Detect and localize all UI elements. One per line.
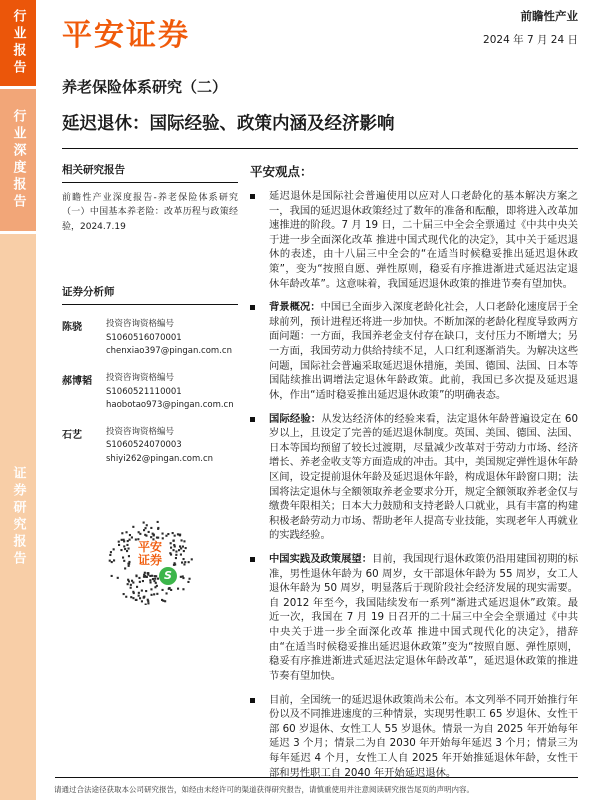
- analyst-name: 陈骁: [62, 322, 82, 334]
- analysts-heading: 证券分析师: [62, 284, 238, 305]
- qr-label-line1: 平安: [137, 539, 162, 554]
- viewpoint-item: [250, 552, 578, 683]
- analyst-cert-label: 投资咨询资格编号: [106, 426, 175, 437]
- related-reports-heading: 相关研究报告: [62, 162, 238, 183]
- viewpoint-item: [250, 300, 578, 402]
- analyst-details: [106, 318, 232, 359]
- viewpoint-lead: 国际经验：: [269, 412, 322, 425]
- viewpoint-body: 目前，我国现行退休政策仍沿用建国初期的标准，男性退休年龄为 60 周岁，女干部退休年龄为 55 周岁，女工人退休年龄为 50 周岁，明显落后于现阶段社会经济发展的现实需要。自 2012 年至今，我国陆续发布一系列“渐进式延迟退休”政策。最近一次，我国在 7 月 19 日召开的二十届三中全会全票通过《中共中央关于进一步全面深化改革 推进中国式现代化的决定》，措辞由“在适当时候稳妥推出延迟退休政策”变为“按照自愿、弹性原则，稳妥有序推进渐进式延迟法定退休年龄改革”，延迟退休政策的推进节奏有望加快。: [269, 553, 579, 682]
- qr-center-label: [131, 541, 169, 569]
- report-date: 2024 年 7 月 24 日: [483, 34, 578, 46]
- sidebar-band-industry-report: [0, 0, 36, 86]
- analyst-details: [106, 372, 234, 413]
- title-divider: [62, 148, 578, 149]
- viewpoint-body: 目前，全国统一的延迟退休政策尚未公布。本文列举不同开始推行年份以及不同推进速度的三种情景，实现男性职工 65 岁退休、女性干部 60 岁退休、女性工人 55 岁退休。情景一为自 2025 年开始每年延迟 3 个月；情景二为自 2030 年开始每年延迟 3 个月；情景三为每年延迟 4 个月，女性工人自 2025 年开始推延退休年龄，女性干部和男性职工自 2040 年开始延迟退休。: [269, 693, 578, 779]
- bullet-square-icon: [250, 194, 255, 199]
- viewpoint-text: [269, 300, 578, 402]
- viewpoint-text: [269, 412, 578, 543]
- sidebar-band-industry-depth-report: [0, 89, 36, 231]
- analyst-name: 郝博韬: [62, 375, 92, 387]
- analyst-row: [62, 426, 238, 467]
- bullet-square-icon: [250, 557, 255, 562]
- viewpoint-text: [269, 693, 578, 781]
- report-content: [62, 0, 578, 780]
- analyst-cert-no: S1060516070001: [106, 332, 182, 343]
- analyst-cert-no: S1060521110001: [106, 386, 182, 397]
- analyst-cert-label: 投资咨询资格编号: [106, 372, 175, 383]
- viewpoint-lead: 中国实践及政策展望：: [269, 553, 373, 566]
- analyst-cert-no: S1060524070003: [106, 440, 182, 451]
- qr-label-line2: 证券: [137, 553, 162, 568]
- viewpoints-heading: 平安观点：: [250, 164, 313, 179]
- viewpoint-item: [250, 189, 578, 291]
- left-column: [62, 162, 238, 780]
- footer-divider: [55, 777, 578, 778]
- footer-disclaimer: 请通过合法途径获取本公司研究报告，如经由未经许可的渠道获得研究报告，请慎重使用并注意阅读研究报告尾页的声明内容。: [54, 785, 474, 794]
- viewpoint-body: 延迟退休是国际社会普遍使用以应对人口老龄化的基本解决方案之一，我国的延迟退休政策经过了数年的准备和酝酿，即将进入改革加速推进的阶段。7 月 19 日，二十届三中全会全票通过《中共中央关于进一步全面深化改革 推进中国式现代化的决定》，其中关于延迟退休的表述，由十八届三中全会的“在适当时候稳妥推出延迟退休政策”，变为“按照自愿、弹性原则，稳妥有序推进渐进式延迟法定退休年龄改革”。这意味着，我国延迟退休政策的推进节奏有望加快。: [269, 190, 578, 290]
- analyst-name: 石艺: [62, 429, 82, 441]
- analyst-row: [62, 372, 238, 413]
- viewpoint-item: [250, 412, 578, 543]
- sidebar-label-industry-depth-report: 行业深度报告: [10, 109, 26, 211]
- wechat-icon: S: [159, 567, 177, 585]
- sidebar-label-industry-report: 行业报告: [10, 9, 26, 77]
- bullet-square-icon: [250, 698, 255, 703]
- sidebar-band-securities-research-report: [0, 234, 36, 800]
- viewpoint-body: 中国已全面步入深度老龄化社会，人口老龄化速度居于全球前列，预计进程还将进一步加快。不断加深的老龄化程度导致两方面问题：一方面，我国养老金支付存在缺口，支付压力不断增大；另一方面，我国劳动力供给持续不足，人口红利逐渐消失。为解决这些问题，国际社会普遍采取延迟退休措施，美国、德国、法国、日本等国陆续推出调增法定退休年龄政策。此前，我国已多次提及延迟退休，作出“适时稳妥推出延迟退休政策”的明确表态。: [269, 301, 579, 401]
- analyst-email: haobotao973@pingan.com.cn: [106, 400, 234, 411]
- viewpoint-text: [269, 552, 578, 683]
- brand-logo: 平安证券: [62, 18, 190, 53]
- bullet-square-icon: [250, 305, 255, 310]
- viewpoint-body: 从发达经济体的经验来看，法定退休年龄普遍设定在 60 岁以上，且设定了完善的延迟退休制度。英国、美国、德国、法国、日本等国均预留了较长过渡期，尽量减少改革对于劳动力市场、经济增长、养老金收支等方面造成的冲击。其中，美国规定弹性退休年龄区间，设定提前退休年龄及延迟退休年龄，构成退休年龄窗口期；法国将法定退休与全额领取养老金要求分开，规定全额领取养老金仅与缴费年限相关；日本大力鼓励和支持老龄人口就业，具有丰富的构建积极老龄劳动力市场、帮助老年人提高专业技能，实现老年人再就业的实践经验。: [269, 412, 579, 542]
- page-title: 延迟退休：国际经验、政策内涵及经济影响: [62, 114, 395, 134]
- analyst-details: [106, 426, 213, 467]
- sidebar-label-securities-research-report: 证券研究报告: [10, 466, 26, 568]
- bullet-square-icon: [250, 417, 255, 422]
- header-meta: [483, 8, 578, 47]
- viewpoints-column: [250, 162, 578, 780]
- viewpoint-lead: 背景概况：: [269, 301, 321, 314]
- viewpoint-item: [250, 693, 578, 781]
- viewpoint-text: [269, 189, 578, 291]
- industry-tag: 前瞻性产业: [520, 9, 578, 23]
- analyst-row: [62, 318, 238, 359]
- analyst-cert-label: 投资咨询资格编号: [106, 319, 175, 330]
- analyst-email: shiyi262@pingan.com.cn: [106, 453, 214, 464]
- related-report-item: 前瞻性产业深度报告-养老保险体系研究（一）中国基本养老险：改革历程与政策经验，2024.7.19: [62, 193, 238, 232]
- qr-code: [107, 519, 193, 605]
- series-title: 养老保险体系研究（二）: [62, 78, 228, 96]
- analysts-block: [62, 284, 238, 466]
- analyst-email: chenxiao397@pingan.com.cn: [106, 346, 232, 357]
